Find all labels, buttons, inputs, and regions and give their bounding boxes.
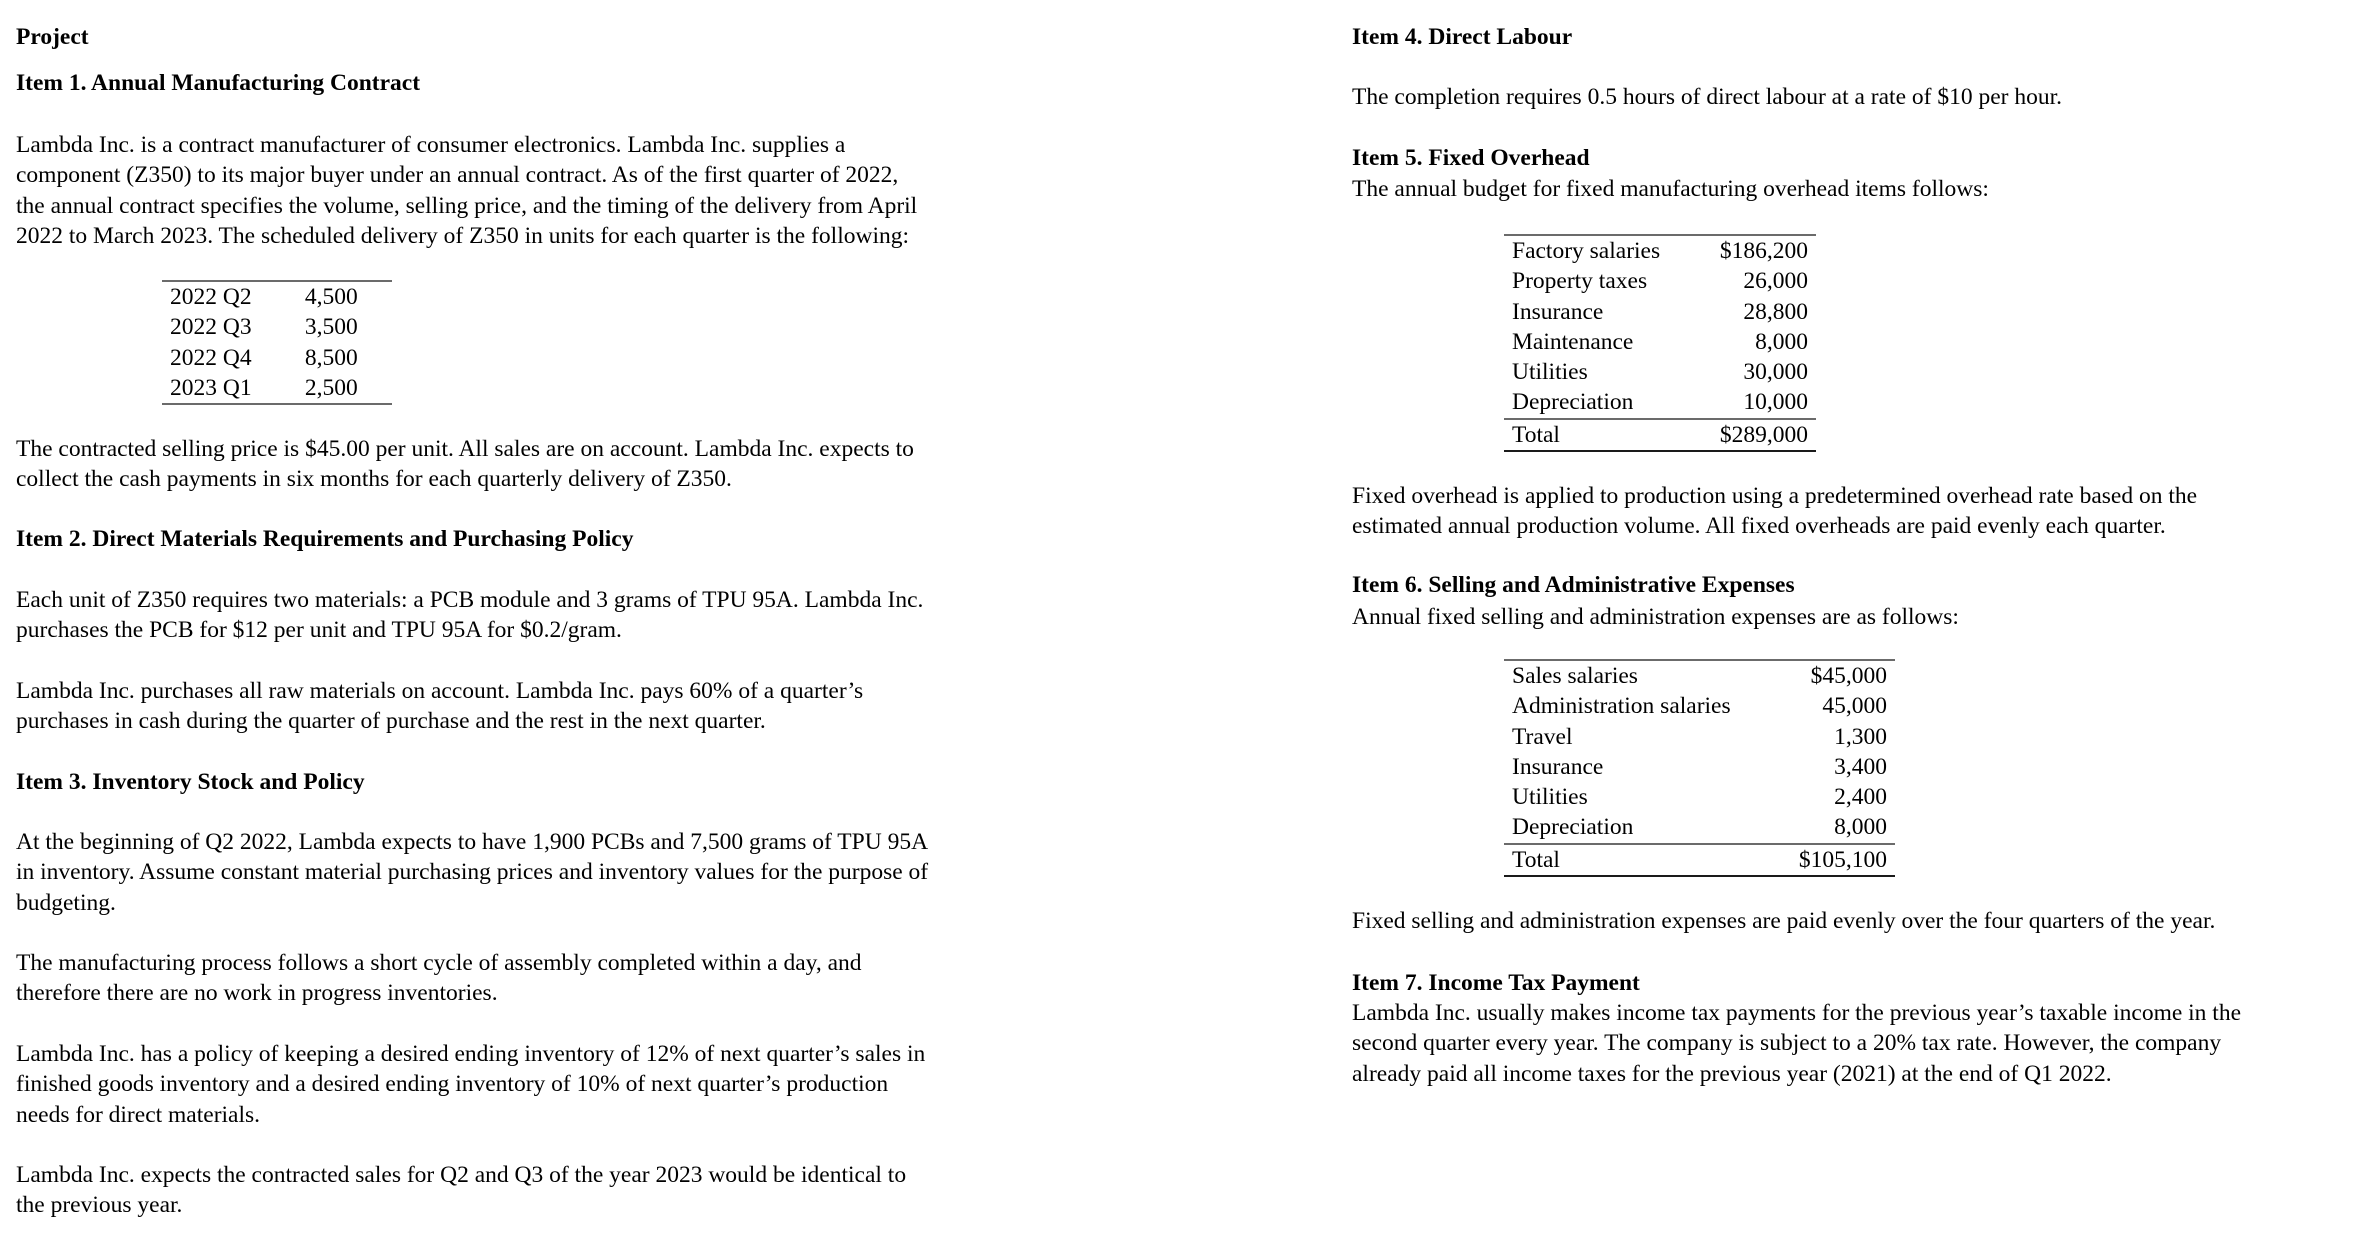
item5-intro: The annual budget for fixed manufacturing overhead items follows: [1352,176,1989,202]
item1-paragraph-1: Lambda Inc. is a contract manufacturer of consumer electronics. Lambda Inc. supplies a component (Z350) to its major buyer under an annual contract. As of the first quarter of 2022, the annual contract specifies the volume, selling price, and the timing of the delivery from April 2022 to March 2023. The scheduled delivery of Z350 in units for each quarter is the following: [16,132,918,249]
item4-heading: Item 4. Direct Labour [1352,24,1573,50]
table-row: 2022 Q2 4,500 [162,281,392,312]
table-row: 2023 Q1 2,500 [162,373,392,404]
table-row: Administration salaries 45,000 [1512,693,1887,720]
table-row: Utilities 2,400 [1512,784,1887,811]
table-total-row: Total $289,000 [1504,419,1816,451]
item1-heading: Item 1. Annual Manufacturing Contract [16,70,421,96]
item3-paragraph-3: Lambda Inc. has a policy of keeping a desired ending inventory of 12% of next quarter’s sales in finished goods inventory and a desired ending inventory of 10% of next quarter’s production needs for direct materials. [16,1041,926,1128]
item5-paragraph: Fixed overhead is applied to production using a predetermined overhead rate based on the estimated annual production volume. All fixed overheads are paid evenly each quarter. [1352,483,2198,540]
table-row: 2022 Q4 8,500 [170,344,358,371]
fixed-overhead-table [1504,234,1816,452]
table-row: Sales salaries $45,000 [1504,660,1895,691]
item7-paragraph: Lambda Inc. usually makes income tax payments for the previous year’s taxable income in the second quarter every year. The company is subject to a 20% tax rate. However, the company already paid all income taxes for the previous year (2021) at the end of Q1 2022. [1352,1000,2242,1087]
table-row: Depreciation 10,000 [1512,389,1808,416]
item3-heading: Item 3. Inventory Stock and Policy [16,769,365,795]
item3-paragraph-4: Lambda Inc. expects the contracted sales for Q2 and Q3 of the year 2023 would be identical to the previous year. [16,1162,907,1219]
item6-paragraph: Fixed selling and administration expenses are paid evenly over the four quarters of the year. [1352,908,2216,934]
table-total-row: Total $105,100 [1504,844,1895,876]
table-row: Depreciation 8,000 [1512,814,1887,841]
delivery-schedule-table [162,280,392,405]
item4-paragraph: The completion requires 0.5 hours of direct labour at a rate of $10 per hour. [1352,84,2062,110]
item3-paragraph-1: At the beginning of Q2 2022, Lambda expects to have 1,900 PCBs and 7,500 grams of TPU 95A in inventory. Assume constant material purchasing prices and inventory values for the purpose of budgeting. [16,829,929,916]
item2-paragraph-1: Each unit of Z350 requires two materials: a PCB module and 3 grams of TPU 95A. Lambda Inc. purchases the PCB for $12 per unit and TPU 95A for $0.2/gram. [16,587,924,644]
table-row: Insurance 3,400 [1512,753,1887,780]
table-row: Property taxes 26,000 [1512,268,1808,295]
item2-paragraph-2: Lambda Inc. purchases all raw materials on account. Lambda Inc. pays 60% of a quarter’s purchases in cash during the quarter of purchase and the rest in the next quarter. [16,678,864,735]
item1-paragraph-2: The contracted selling price is $45.00 per unit. All sales are on account. Lambda Inc. expects to collect the cash payments in six months for each quarterly delivery of Z350. [16,436,914,493]
table-row: Travel 1,300 [1512,723,1887,750]
table-row: Factory salaries $186,200 [1504,235,1816,266]
item7-heading: Item 7. Income Tax Payment [1352,970,1640,996]
selling-admin-expenses-table [1504,659,1895,877]
item3-paragraph-2: The manufacturing process follows a short cycle of assembly completed within a day, and therefore there are no work in progress inventories. [16,950,862,1007]
table-row: Insurance 28,800 [1512,298,1808,325]
table-row: 2022 Q3 3,500 [170,314,358,341]
table-row: Utilities 30,000 [1512,359,1808,386]
table-row: Maintenance 8,000 [1512,328,1808,355]
item5-heading: Item 5. Fixed Overhead [1352,145,1590,171]
item6-heading: Item 6. Selling and Administrative Expenses [1352,572,1795,598]
document-title: Project [16,24,89,50]
item2-heading: Item 2. Direct Materials Requirements and Purchasing Policy [16,526,634,552]
item6-intro: Annual fixed selling and administration expenses are as follows: [1352,604,1959,630]
